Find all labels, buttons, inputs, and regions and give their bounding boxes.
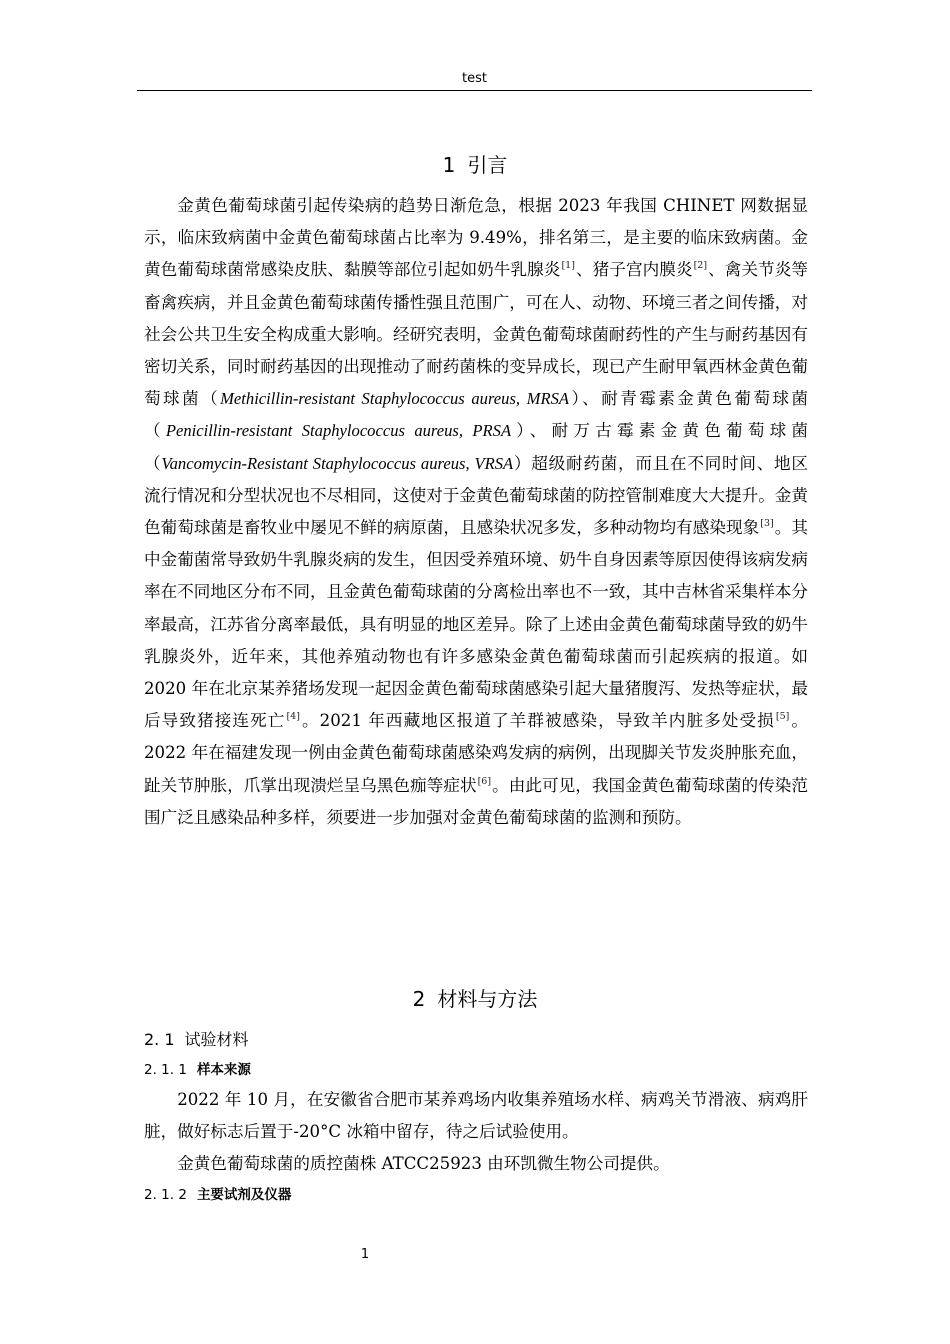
- subsection-2-1-number: 2. 1: [144, 1030, 175, 1049]
- page-number: 1: [360, 1247, 370, 1262]
- section-1-number: 1: [442, 153, 456, 177]
- intro-paragraph: [144, 190, 808, 834]
- citation-2: [2]: [693, 260, 708, 272]
- citation-1: [1]: [561, 260, 575, 272]
- section-1-heading: [0, 152, 950, 178]
- subsection-2-1-1-number: 2. 1. 1: [144, 1062, 187, 1078]
- header-text: test: [462, 71, 487, 86]
- section-1-body: [144, 190, 808, 834]
- sample-source-paragraph: 2022 年 10 月，在安徽省合肥市某养鸡场内收集养殖场水样、病鸡关节滑液、病鸡肝脏，做好标志后置于-20°C 冰箱中留存，待之后试验使用。: [144, 1090, 808, 1142]
- text-run: ）、耐万古霉素金黄色葡萄球菌（: [144, 421, 809, 473]
- prsa-latin-name: Penicillin-resistant Staphylococcus aureus, PRSA: [165, 421, 512, 441]
- subsection-2-1-2-title: 主要试剂及仪器: [196, 1187, 292, 1203]
- section-2-number: 2: [412, 987, 426, 1011]
- sample-source-body: [144, 1084, 808, 1181]
- subsection-2-1-2-heading: [144, 1185, 291, 1205]
- text-run: ）超级耐药菌，而且在不同时间、地区流行情况和分型状况也不尽相同，这使对于金黄色葡萄球菌的防控管制难度大大提升。金黄色葡萄球菌是畜牧业中屡见不鲜的病原菌，且感染状况多发，多种动物均有感染现象: [144, 453, 808, 538]
- text-run: 。由此可见，我国金黄色葡萄球菌的传染范围广泛且感染品种多样，须要进一步加强对金黄色葡萄球菌的监测和预防。: [144, 775, 809, 827]
- citation-6: [6]: [477, 775, 492, 787]
- citation-3: [3]: [760, 518, 774, 530]
- subsection-2-1-2-number: 2. 1. 2: [144, 1187, 187, 1203]
- subsection-2-1-1-title: 样本来源: [196, 1062, 251, 1078]
- text-run: 金黄色葡萄球菌引起传染病的趋势日渐危急，根据 2023 年我国 CHINET 网数据显示，临床致病菌中金黄色葡萄球菌占比率为 9.49%，排名第三，是主要的临床致病菌。金黄色葡萄球菌常感染皮肤、黏膜等部位引起如奶牛乳腺炎: [144, 196, 808, 280]
- mrsa-latin-name: Methicillin-resistant Staphylococcus aureus, MRSA: [220, 389, 570, 409]
- subsection-2-1-1-heading: [144, 1060, 251, 1080]
- section-1-title: 引言: [467, 153, 508, 177]
- subsection-2-1-heading: [144, 1029, 249, 1051]
- text-run: 、猪子宫内膜炎: [575, 260, 693, 280]
- text-run: 。2021 年西藏地区报道了羊群被感染，导致羊内脏多处受损: [300, 711, 775, 731]
- text-run: 。其中金葡菌常导致奶牛乳腺炎病的发生，但因受养殖环境、奶牛自身因素等原因使得该病发病率在不同地区分布不同，且金黄色葡萄球菌的分离检出率也不一致，其中吉林省采集样本分率最高，江苏省分离率最低，具有明显的地区差异。除了上述由金黄色葡萄球菌导致的奶牛乳腺炎外，近年来，其他养殖动物也有许多感染金黄色葡萄球菌而引起疾病的报道。如 2020 年在北京某养猪场发现一起因金黄色葡萄球菌感染引起大量猪腹泻、发热等症状，最后导致猪接连死亡: [144, 518, 809, 731]
- page-header: [137, 70, 812, 91]
- page-footer: [0, 1246, 730, 1264]
- text-run: 、禽关节炎等畜禽疾病，并且金黄色葡萄球菌传播性强且范围广，可在人、动物、环境三者之间传播，对社会公共卫生安全构成重大影响。经研究表明，金黄色葡萄球菌耐药性的产生与耐药基因有密切关系，同时耐药基因的出现推动了耐药菌株的变异成长，现已产生耐甲氧西林金黄色葡萄球菌（: [144, 260, 809, 409]
- section-2-heading: [0, 986, 950, 1012]
- text-run: 。2022 年在福建发现一例由金黄色葡萄球菌感染鸡发病的病例，出现脚关节发炎肿胀充血，趾关节肿胀，爪掌出现溃烂呈乌黑色痂等症状: [144, 711, 809, 795]
- citation-5: [5]: [775, 711, 790, 723]
- subsection-2-1-title: 试验材料: [184, 1030, 249, 1049]
- citation-4: [4]: [286, 711, 300, 723]
- text-run: ）、耐青霉素金黄色葡萄球菌（: [144, 389, 809, 441]
- control-strain-paragraph: 金黄色葡萄球菌的质控菌株 ATCC25923 由环凯微生物公司提供。: [177, 1154, 670, 1174]
- vrsa-latin-name: Vancomycin-Resistant Staphylococcus aureus, VRSA: [161, 453, 514, 473]
- section-2-title: 材料与方法: [437, 987, 538, 1011]
